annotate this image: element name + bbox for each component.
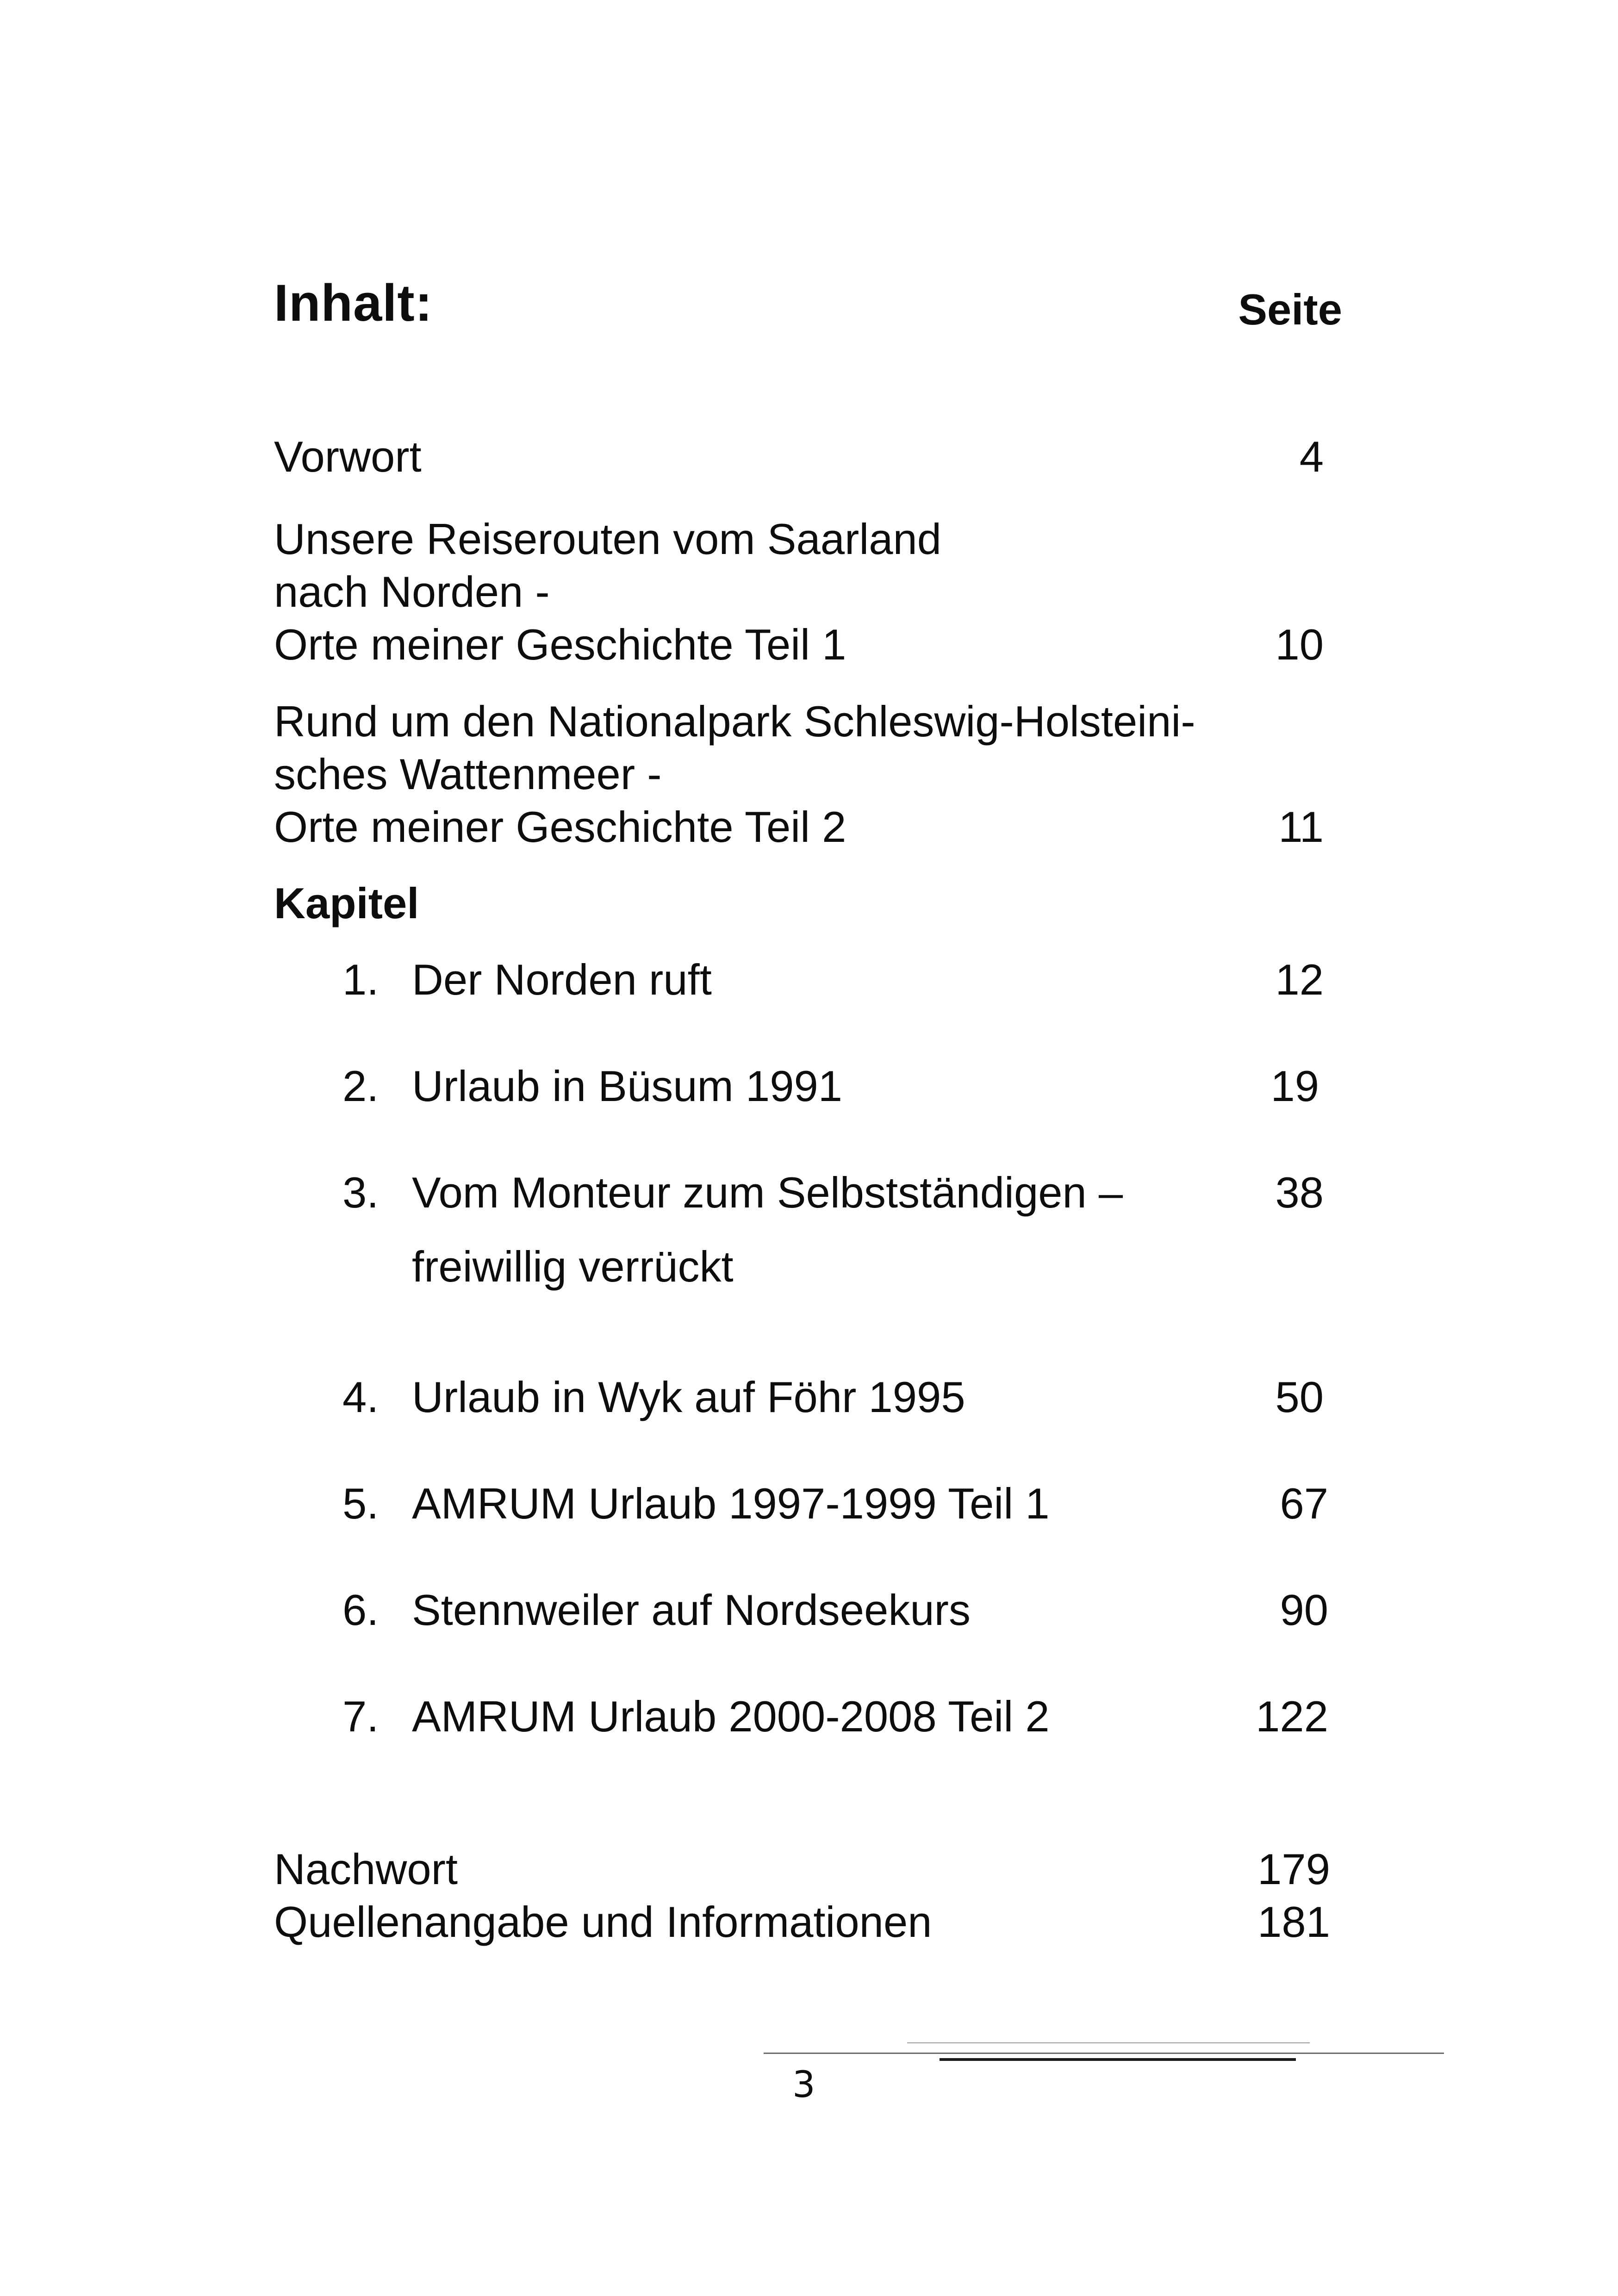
chapter-entry <box>342 1584 971 1636</box>
chapter-entry <box>342 1690 1050 1743</box>
chapter-page: 19 <box>1270 1062 1319 1110</box>
chapter-title: Vom Monteur zum Selbstständigen – <box>412 1168 1123 1217</box>
toc-entry-page: 4 <box>1299 432 1324 481</box>
toc-entry-nationalpark <box>274 695 1195 853</box>
page-column-label: Seite <box>1238 285 1342 334</box>
toc-entry-page: 181 <box>1257 1898 1330 1946</box>
chapter-title: Urlaub in Wyk auf Föhr 1995 <box>412 1373 965 1421</box>
toc-heading: Inhalt: <box>274 274 433 332</box>
toc-entry-line: Orte meiner Geschichte Teil 1 <box>274 620 846 669</box>
chapter-number: 7. <box>342 1692 379 1741</box>
toc-entry-nachwort <box>274 1843 458 1896</box>
chapter-entry <box>342 953 712 1006</box>
chapter-title: Urlaub in Büsum 1991 <box>412 1062 843 1110</box>
chapter-title: Stennweiler auf Nordseekurs <box>412 1586 971 1634</box>
footer-rule <box>940 2058 1296 2061</box>
toc-entry-line: Nachwort <box>274 1845 458 1893</box>
chapter-page: 12 <box>1275 955 1324 1004</box>
toc-entry-line: Unsere Reiserouten vom Saarland <box>274 515 942 563</box>
chapter-page: 38 <box>1275 1168 1324 1217</box>
toc-entry-line: sches Wattenmeer - <box>274 750 662 798</box>
toc-entry-line: Orte meiner Geschichte Teil 2 <box>274 803 846 851</box>
toc-entry-line: Quellenangabe und Informationen <box>274 1898 932 1946</box>
chapter-page: 90 <box>1280 1586 1328 1634</box>
chapter-number: 1. <box>342 955 379 1004</box>
chapter-number: 6. <box>342 1586 379 1634</box>
toc-entry-reiserouten <box>274 513 941 671</box>
chapter-entry <box>342 1477 1050 1530</box>
chapter-title-continuation: freiwillig verrückt <box>412 1242 734 1291</box>
footer-rule <box>907 2042 1310 2043</box>
chapter-number: 2. <box>342 1062 379 1110</box>
toc-entry-quellenangabe <box>274 1896 932 1948</box>
chapter-title: Der Norden ruft <box>412 955 712 1004</box>
chapters-heading: Kapitel <box>274 879 419 927</box>
footer-rule <box>764 2053 1444 2054</box>
chapter-page: 50 <box>1275 1373 1324 1421</box>
chapter-number: 4. <box>342 1373 379 1421</box>
toc-entry-page: 179 <box>1257 1845 1330 1893</box>
toc-entry-line: nach Norden - <box>274 567 550 616</box>
chapter-entry <box>342 1166 1123 1293</box>
chapter-number: 5. <box>342 1479 379 1528</box>
chapter-page: 122 <box>1256 1692 1328 1741</box>
toc-entry-page: 10 <box>1275 620 1324 669</box>
toc-entry-line: Vorwort <box>274 432 422 481</box>
chapter-title: AMRUM Urlaub 1997-1999 Teil 1 <box>412 1479 1050 1528</box>
toc-entry-line: Rund um den Nationalpark Schleswig-Holsteini- <box>274 697 1195 746</box>
chapter-page: 67 <box>1280 1479 1328 1528</box>
chapter-number: 3. <box>342 1168 379 1217</box>
toc-entry-vorwort <box>274 430 422 483</box>
toc-entry-page: 11 <box>1278 803 1324 851</box>
page-number: 3 <box>792 2064 815 2106</box>
chapter-entry <box>342 1371 965 1424</box>
chapter-entry <box>342 1060 842 1113</box>
chapter-title: AMRUM Urlaub 2000-2008 Teil 2 <box>412 1692 1050 1741</box>
